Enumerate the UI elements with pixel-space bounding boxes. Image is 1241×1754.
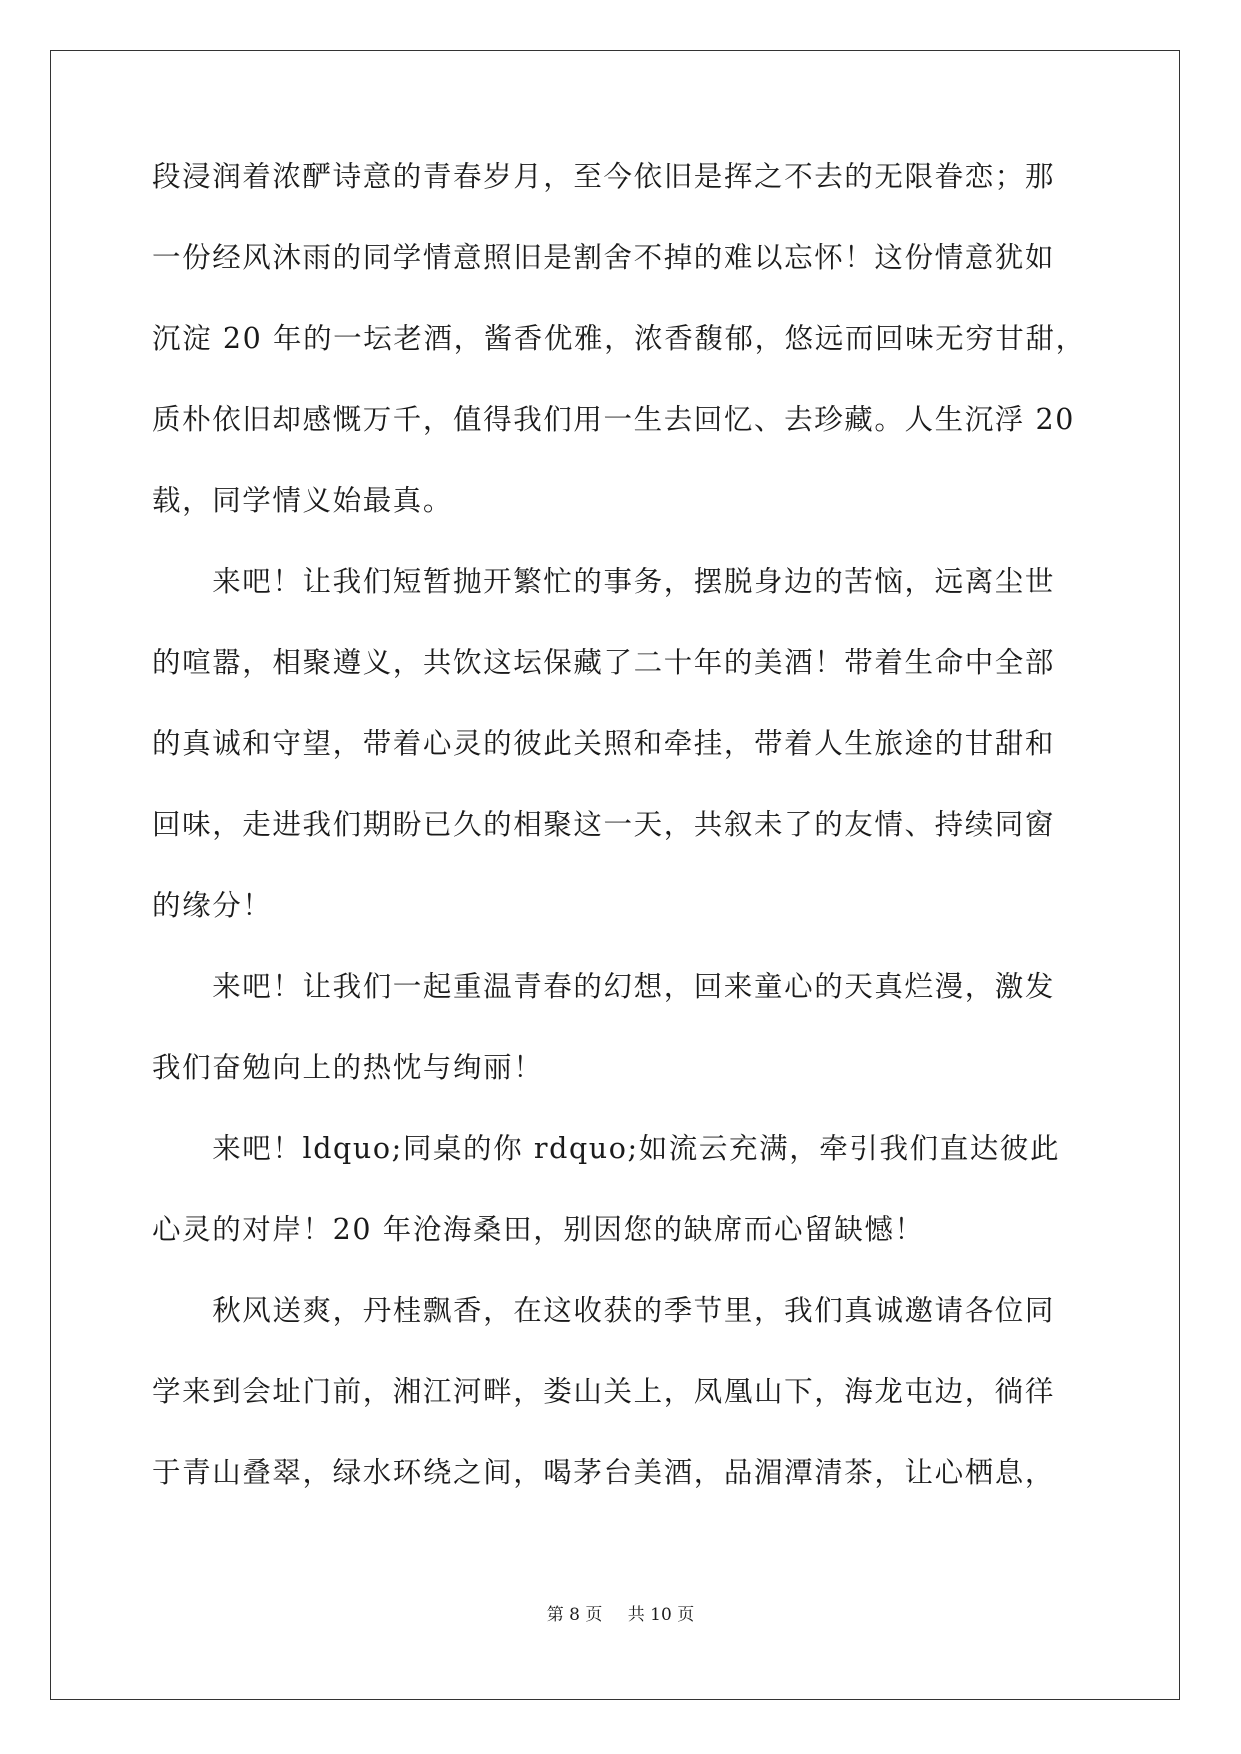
text-line: 心灵的对岸！20 年沧海桑田，别因您的缺席而心留缺憾！ — [152, 1213, 925, 1246]
text-line: 沉淀 20 年的一坛老酒，酱香优雅，浓香馥郁，悠远而回味无穷甘甜， — [152, 322, 1086, 355]
text-line: 载，同学情义始最真。 — [152, 484, 454, 517]
text-line: 秋风送爽，丹桂飘香，在这收获的季节里，我们真诚邀请各位同 — [152, 1294, 1056, 1327]
text-line: 学来到会址门前，湘江河畔，娄山关上，凤凰山下，海龙屯边，徜徉 — [152, 1375, 1056, 1408]
text-line: 来吧！让我们一起重温青春的幻想，回来童心的天真烂漫，激发 — [152, 970, 1056, 1003]
text-line: 一份经风沐雨的同学情意照旧是割舍不掉的难以忘怀！这份情意犹如 — [152, 241, 1056, 274]
text-line: 来吧！ldquo;同桌的你 rdquo;如流云充满，牵引我们直达彼此 — [152, 1132, 1061, 1165]
page-number: 第 8 页 — [546, 1605, 603, 1625]
text-line: 段浸润着浓酽诗意的青春岁月，至今依旧是挥之不去的无限眷恋；那 — [152, 160, 1056, 193]
text-line: 回味，走进我们期盼已久的相聚这一天，共叙未了的友情、持续同窗 — [152, 808, 1056, 841]
text-line: 的喧嚣，相聚遵义，共饮这坛保藏了二十年的美酒！带着生命中全部 — [152, 646, 1056, 679]
text-line: 质朴依旧却感慨万千，值得我们用一生去回忆、去珍藏。人生沉浮 20 — [152, 403, 1076, 436]
text-line: 的真诚和守望，带着心灵的彼此关照和牵挂，带着人生旅途的甘甜和 — [152, 727, 1056, 760]
page-total: 共 10 页 — [627, 1605, 695, 1625]
text-line: 我们奋勉向上的热忱与绚丽！ — [152, 1051, 544, 1084]
text-line: 来吧！让我们短暂抛开繁忙的事务，摆脱身边的苦恼，远离尘世 — [152, 565, 1056, 598]
text-line: 于青山叠翠，绿水环绕之间，喝茅台美酒，品湄潭清茶，让心栖息， — [152, 1456, 1056, 1489]
page-footer — [0, 1605, 1241, 1625]
document-body — [152, 162, 1092, 1539]
text-line: 的缘分！ — [152, 889, 273, 922]
